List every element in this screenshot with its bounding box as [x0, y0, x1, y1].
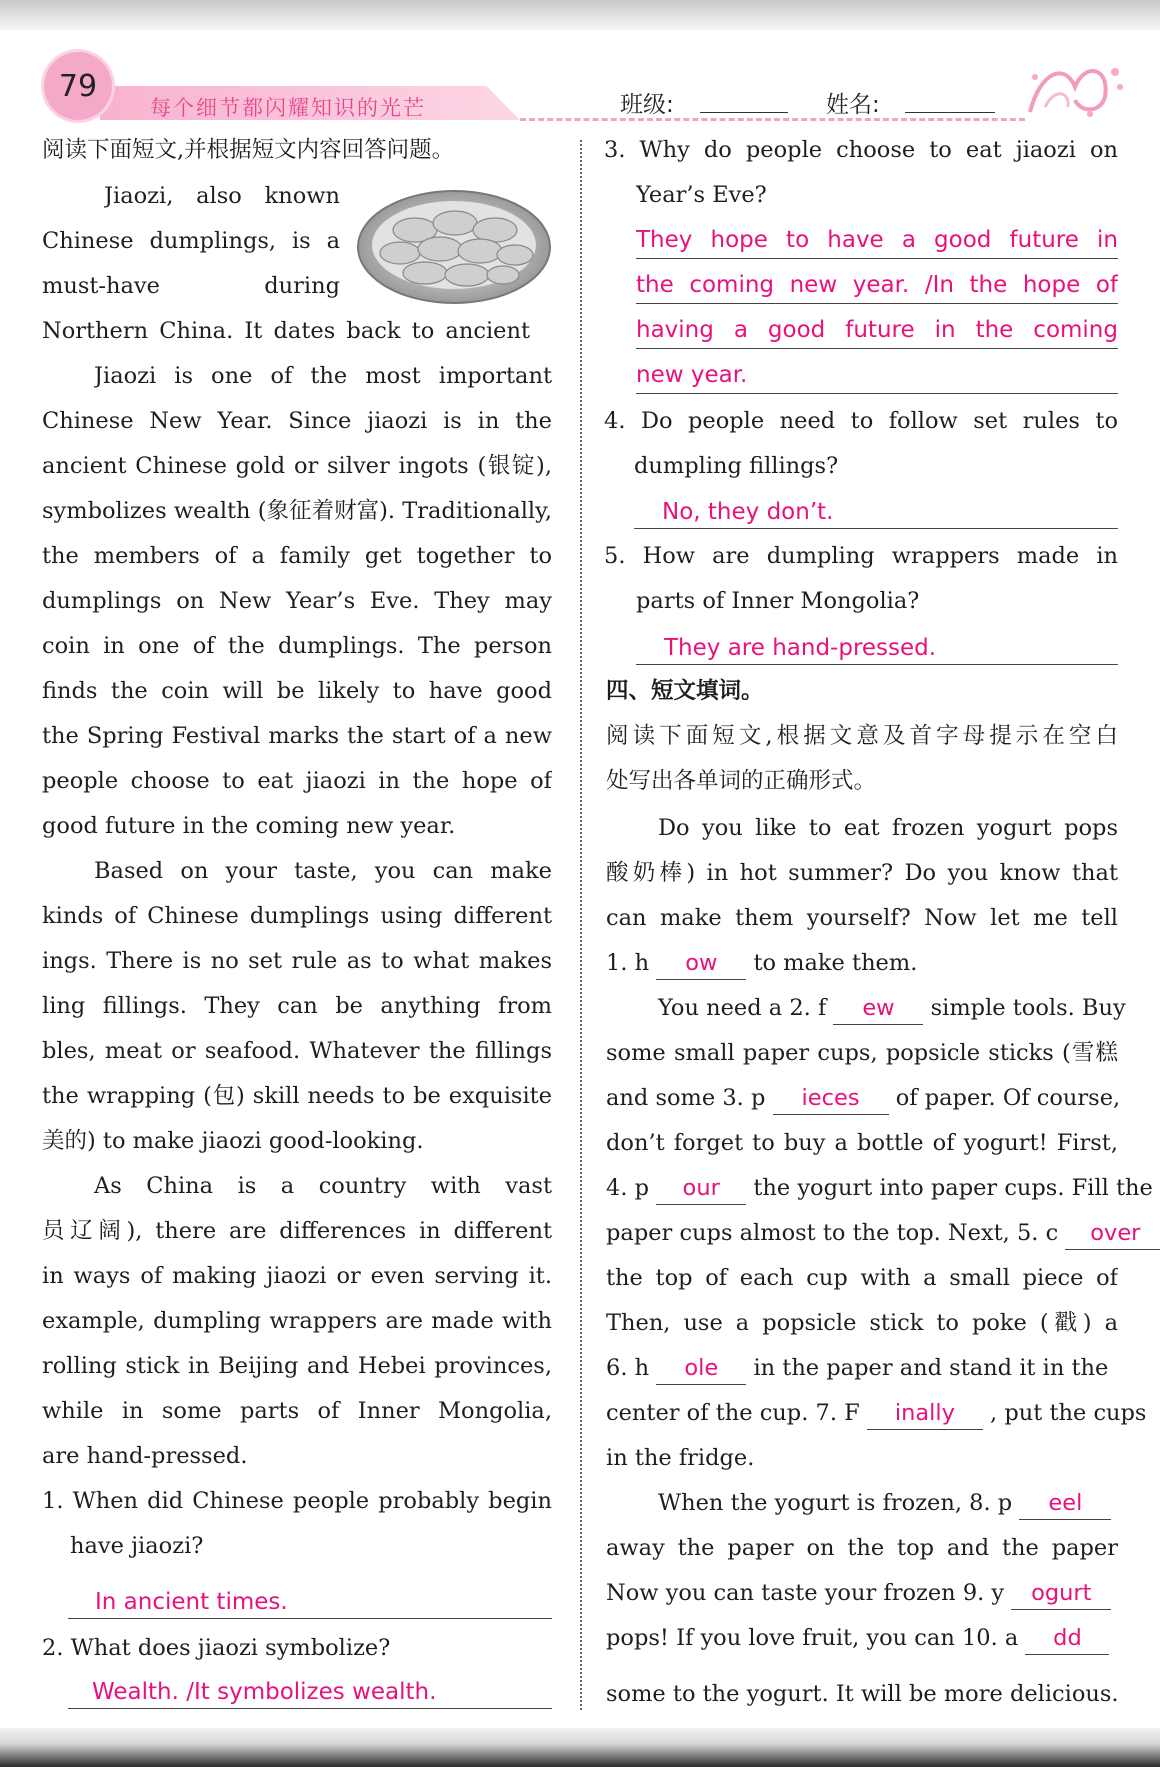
p1-line-4: Northern China. It dates back to ancient [42, 318, 530, 344]
cloze-line-20: some to the yogurt. It will be more delicious. [606, 1681, 1119, 1707]
p4-line-6: while in some parts of Inner Mongolia, [42, 1398, 552, 1424]
answer-5-text: They are hand-pressed. [664, 635, 937, 661]
answer-3-line-3: having a good future in the coming [636, 317, 1118, 343]
blank-4[interactable]: our [656, 1172, 746, 1205]
blank-10[interactable]: dd [1025, 1622, 1109, 1655]
name-field[interactable] [905, 112, 995, 113]
section-4-instruction-2: 处写出各单词的正确形式。 [606, 768, 877, 794]
question-5-line-2: parts of Inner Mongolia? [636, 588, 920, 614]
question-4-line-1: 4. Do people need to follow set rules to [604, 408, 1118, 434]
p4-line-1: As China is a country with vast [94, 1173, 552, 1199]
question-3-line-1: 3. Why do people choose to eat jiaozi on [604, 137, 1118, 163]
answer-3-line-4: new year. [636, 362, 748, 388]
p4-line-2: 员辽阔), there are differences in different [42, 1218, 552, 1244]
name-label: 姓名: [826, 92, 880, 118]
p2-line-1: Jiaozi is one of the most important [94, 363, 552, 389]
p3-line-1: Based on your taste, you can make [94, 858, 552, 884]
blank-7-prefix: center of the cup. 7. F [606, 1400, 860, 1426]
blank-6[interactable]: ole [656, 1352, 746, 1385]
blank-3-prefix: and some 3. p [606, 1085, 766, 1111]
answer-1-text: In ancient times. [95, 1589, 288, 1615]
p4-line-4: example, dumpling wrappers are made with [42, 1308, 552, 1334]
p4-line-7: are hand-pressed. [42, 1443, 248, 1469]
blank-7[interactable]: inally [867, 1397, 983, 1430]
blank-3-suffix: of paper. Of course, [895, 1085, 1121, 1111]
blank-4-suffix: the yogurt into paper cups. Fill the [753, 1175, 1153, 1201]
blank-9-prefix: Now you can taste your frozen 9. y [606, 1580, 1005, 1606]
cloze-line-3: can make them yourself? Now let me tell [606, 905, 1118, 931]
blank-1-prefix: 1. h [606, 950, 650, 976]
p2-line-2: Chinese New Year. Since jiaozi is in the [42, 408, 552, 434]
p2-line-3: ancient Chinese gold or silver ingots (银锭), [42, 453, 552, 479]
blank-1[interactable]: ow [656, 947, 746, 980]
page-number-badge: 79 [44, 52, 112, 120]
question-5-line-1: 5. How are dumpling wrappers made in [604, 543, 1118, 569]
blank-10-prefix: pops! If you love fruit, you can 10. a [606, 1625, 1019, 1651]
answer-3-line-2: the coming new year. /In the hope of [636, 272, 1118, 298]
p3-line-5: bles, meat or seafood. Whatever the fillings [42, 1038, 552, 1064]
p1-line-1: Jiaozi, also known [104, 183, 340, 209]
cloze-line-18 [606, 1571, 1111, 1616]
p3-line-4: ling fillings. They can be anything from [42, 993, 552, 1019]
section-4-instruction-1: 阅读下面短文,根据文意及首字母提示在空白 [606, 723, 1118, 749]
p3-line-3: ings. There is no set rule as to what makes [42, 948, 552, 974]
cloze-line-5 [658, 986, 1126, 1031]
cloze-line-4 [606, 941, 917, 986]
cloze-line-17: away the paper on the top and the paper [606, 1535, 1118, 1561]
cloze-line-7 [606, 1076, 1120, 1121]
p2-line-6: dumplings on New Year’s Eve. They may [42, 588, 552, 614]
p2-line-8: finds the coin will be likely to have good [42, 678, 552, 704]
class-label: 班级: [620, 92, 674, 118]
blank-2-prefix: You need a 2. f [658, 995, 827, 1021]
bottom-shadow [0, 1728, 1160, 1767]
question-1-line-1: 1. When did Chinese people probably begin [42, 1488, 552, 1514]
cloze-line-6: some small paper cups, popsicle sticks (雪糕 [606, 1040, 1118, 1066]
p2-line-11: good future in the coming new year. [42, 813, 456, 839]
p3-line-2: kinds of Chinese dumplings using different [42, 903, 552, 929]
p4-line-3: in ways of making jiaozi or even serving it. [42, 1263, 552, 1289]
blank-7-suffix: , put the cups [990, 1400, 1147, 1426]
blank-2[interactable]: ew [833, 992, 923, 1025]
cloze-line-9 [606, 1166, 1153, 1211]
class-field[interactable] [700, 112, 788, 113]
p3-line-7: 美的) to make jiaozi good-looking. [42, 1128, 424, 1154]
p1-line-2: Chinese dumplings, is a [42, 228, 340, 254]
blank-5-prefix: paper cups almost to the top. Next, 5. c [606, 1220, 1059, 1246]
p2-line-7: coin in one of the dumplings. The person [42, 633, 552, 659]
section-4-title: 四、短文填词。 [606, 678, 764, 704]
blank-8-prefix: When the yogurt is frozen, 8. p [658, 1490, 1013, 1516]
blank-8[interactable]: eel [1019, 1487, 1111, 1520]
header-motto: 每个细节都闪耀知识的光芒 [150, 96, 426, 120]
question-3-line-2: Year’s Eve? [636, 182, 767, 208]
blank-5[interactable]: over [1065, 1217, 1160, 1250]
p2-line-9: the Spring Festival marks the start of a new [42, 723, 552, 749]
blank-6-suffix: in the paper and stand it in the [753, 1355, 1109, 1381]
question-4-line-2: dumpling fillings? [634, 453, 839, 479]
blank-9[interactable]: ogurt [1011, 1577, 1111, 1610]
top-shadow [0, 0, 1160, 30]
question-2: 2. What does jiaozi symbolize? [42, 1635, 391, 1661]
p2-line-10: people choose to eat jiaozi in the hope of [42, 768, 552, 794]
flower-ornament-icon [1020, 52, 1130, 122]
cloze-line-15: in the fridge. [606, 1445, 755, 1471]
cloze-line-19 [606, 1616, 1109, 1661]
cloze-line-12: Then, use a popsicle stick to poke (戳) a [606, 1310, 1118, 1336]
p2-line-4: symbolizes wealth (象征着财富). Traditionally, [42, 498, 552, 524]
cloze-line-11: the top of each cup with a small piece of [606, 1265, 1118, 1291]
blank-6-prefix: 6. h [606, 1355, 650, 1381]
p1-line-3: must-have during [42, 273, 340, 299]
question-1-line-2: have jiaozi? [70, 1533, 204, 1559]
blank-4-prefix: 4. p [606, 1175, 650, 1201]
dumplings-image [355, 185, 553, 305]
cloze-line-16 [658, 1481, 1111, 1526]
p2-line-5: the members of a family get together to [42, 543, 552, 569]
cloze-line-10 [606, 1211, 1160, 1256]
cloze-line-14 [606, 1391, 1146, 1436]
cloze-line-1: Do you like to eat frozen yogurt pops [658, 815, 1118, 841]
p4-line-5: rolling stick in Beijing and Hebei provinces, [42, 1353, 552, 1379]
cloze-line-13 [606, 1346, 1108, 1391]
answer-4-text: No, they don’t. [662, 499, 834, 525]
cloze-line-8: don’t forget to buy a bottle of yogurt! First, [606, 1130, 1118, 1156]
blank-3[interactable]: ieces [773, 1082, 889, 1115]
reading-instruction: 阅读下面短文,并根据短文内容回答问题。 [42, 137, 455, 163]
column-divider [580, 140, 582, 1710]
answer-2-text: Wealth. /It symbolizes wealth. [92, 1679, 437, 1705]
p3-line-6: the wrapping (包) skill needs to be exquisite [42, 1083, 552, 1109]
blank-2-suffix: simple tools. Buy [930, 995, 1126, 1021]
cloze-line-2: 酸奶棒) in hot summer? Do you know that [606, 860, 1118, 886]
blank-1-suffix: to make them. [753, 950, 918, 976]
answer-3-line-1: They hope to have a good future in [636, 227, 1118, 253]
header-dashed-rule [520, 118, 1025, 121]
